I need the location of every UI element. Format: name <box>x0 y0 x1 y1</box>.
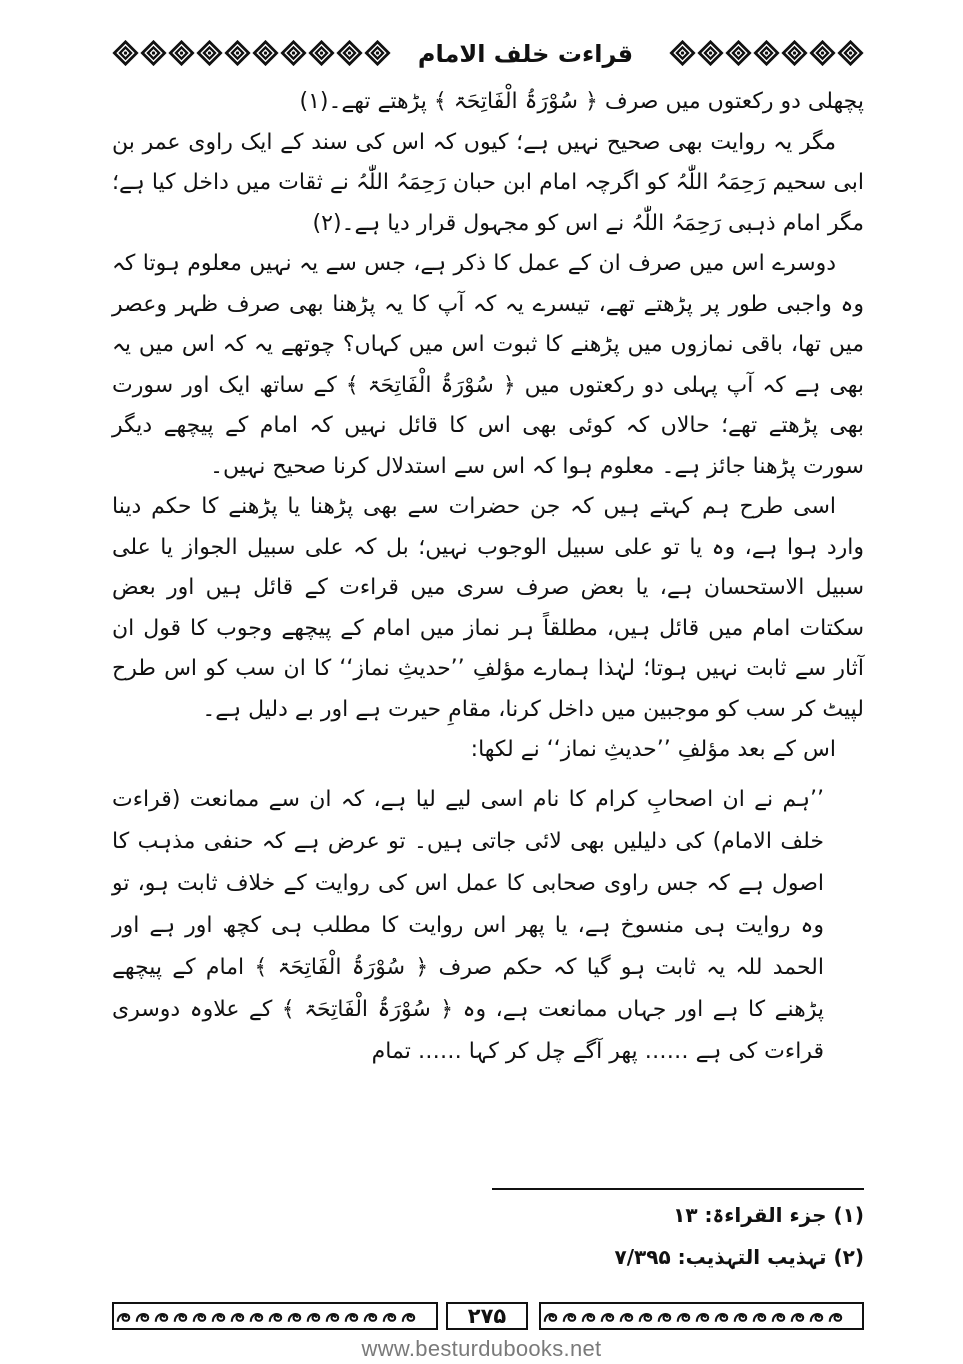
ornament-knot-icon <box>247 1306 266 1326</box>
paragraph-3: دوسرے اس میں صرف ان کے عمل کا ذکر ہے، جس سے یہ نہیں معلوم ہوتا کہ وہ واجبی طور پر پڑھتے تھے، تیسرے یہ کہ آپ کا یہ پڑھنا بھی صرف ظہر وعصر میں تھا، باقی نمازوں میں پڑھنے کا ثبوت اس میں کہاں؟ چوتھے یہ کہ اس میں یہ بھی ہے کہ آپ پہلی دو رکعتوں میں ﴿ سُوْرَۃُ الْفَاتِحَۃ ﴾ کے ساتھ ایک اور سورت بھی پڑھتے تھے؛ حالاں کہ کوئی بھی اس کا قائل نہیں کہ امام کے پیچھے دیگر سورت پڑھنا جائز ہے۔ معلوم ہوا کہ اس سے استدلال کرنا صحیح نہیں۔ <box>112 251 864 479</box>
ornament-knot-icon <box>769 1306 788 1326</box>
block-quote <box>112 779 824 1073</box>
ornament-knot-icon <box>541 1306 560 1326</box>
footer-ornament-right <box>539 1302 864 1330</box>
ornament-knot-icon <box>336 40 363 66</box>
ornament-knot-icon <box>190 1306 209 1326</box>
ornament-knot-icon <box>617 1306 636 1326</box>
paragraph-4: اسی طرح ہم کہتے ہیں کہ جن حضرات سے بھی پڑھنا یا پڑھنے کا حکم دینا وارد ہوا ہے، وہ یا تو علی سبیل الوجوب نہیں؛ بل کہ علی سبیل الجواز یا علی سبیل الاستحسان ہے، یا بعض صرف سری میں قراءت کے قائل ہیں اور بعض سکتات امام میں قائل ہیں، مطلقاً ہر نماز میں امام کے پیچھے وجوب کا قول ان آثار سے ثابت نہیں ہوتا؛ لہٰذا ہمارے مؤلفِ ’’حدیثِ نماز‘‘ کا ان سب کو اس طرح لپیٹ کر سب کو موجبین میں داخل کرنا، مقامِ حیرت ہے اور بے دلیل ہے۔ <box>112 494 864 722</box>
ornament-knot-icon <box>228 1306 247 1326</box>
running-title: قراءت خلف الامام <box>417 40 634 68</box>
ornament-knot-icon <box>266 1306 285 1326</box>
ornament-knot-icon <box>171 1306 190 1326</box>
ornament-knot-icon <box>361 1306 380 1326</box>
ornament-knot-icon <box>753 40 780 66</box>
ornament-knot-icon <box>224 40 251 66</box>
footnote-2: (۲) تہذیب التہذیب: ۷/۳۹۵ <box>614 1245 864 1269</box>
ornament-knot-icon <box>364 40 391 66</box>
ornament-knot-icon <box>323 1306 342 1326</box>
ornament-knot-icon <box>636 1306 655 1326</box>
ornament-knot-icon <box>252 40 279 66</box>
ornament-knot-icon <box>809 40 836 66</box>
ornament-knot-icon <box>114 1306 133 1326</box>
ornament-knot-icon <box>196 40 223 66</box>
ornament-knot-icon <box>342 1306 361 1326</box>
ornament-knot-icon <box>304 1306 323 1326</box>
ornament-knot-icon <box>788 1306 807 1326</box>
ornament-knot-icon <box>674 1306 693 1326</box>
ornament-knot-icon <box>697 40 724 66</box>
ornament-knot-icon <box>781 40 808 66</box>
ornament-knot-icon <box>750 1306 769 1326</box>
footnote-rule <box>492 1188 864 1190</box>
ornament-knot-icon <box>693 1306 712 1326</box>
ornament-knot-icon <box>112 40 139 66</box>
ornament-knot-icon <box>826 1306 845 1326</box>
ornament-knot-icon <box>133 1306 152 1326</box>
footer-ornament-left <box>112 1302 438 1330</box>
ornament-knot-icon <box>280 40 307 66</box>
site-watermark: www.besturdubooks.net <box>361 1336 602 1361</box>
ornament-knot-icon <box>380 1306 399 1326</box>
page-number: ۲۷۵ <box>446 1302 528 1330</box>
ornament-knot-icon <box>168 40 195 66</box>
ornament-knot-icon <box>837 40 864 66</box>
footnotes <box>112 1198 864 1282</box>
ornament-knot-icon <box>399 1306 418 1326</box>
ornament-knot-icon <box>285 1306 304 1326</box>
paragraph-2: مگر یہ روایت بھی صحیح نہیں ہے؛ کیوں کہ اس کی سند کے ایک راوی عمر بن ابی سحیم رَحِمَہُ اللّٰہُ کو اگرچہ امام ابن حبان رَحِمَہُ اللّٰہُ نے ثقات میں داخل کیا ہے؛ مگر امام ذہبی رَحِمَہُ اللّٰہُ نے اس کو مجہول قرار دیا ہے۔(۲) <box>112 129 864 236</box>
footnote-1: (۱) جزء القراءۃ: ۱۳ <box>673 1203 864 1227</box>
page-body <box>112 82 864 1073</box>
ornament-knot-icon <box>579 1306 598 1326</box>
paragraph-1: پچھلی دو رکعتوں میں صرف ﴿ سُوْرَۃُ الْفَاتِحَۃ ﴾ پڑھتے تھے۔(۱) <box>299 89 864 114</box>
ornament-knot-icon <box>209 1306 228 1326</box>
ornament-knot-icon <box>669 40 696 66</box>
ornament-knot-icon <box>140 40 167 66</box>
page-footer <box>112 1302 864 1332</box>
ornament-knot-icon <box>725 40 752 66</box>
page-header <box>112 36 864 72</box>
ornament-knot-icon <box>308 40 335 66</box>
paragraph-5: اس کے بعد مؤلفِ ’’حدیثِ نماز‘‘ نے لکھا: <box>470 737 836 762</box>
ornament-knot-icon <box>560 1306 579 1326</box>
ornament-knot-icon <box>152 1306 171 1326</box>
ornament-knot-icon <box>731 1306 750 1326</box>
quote-text: ’’ہم نے ان اصحابِ کرام کا نام اسی لیے لیا ہے، کہ ان سے ممانعت (قراءت خلف الامام) کی دلیلیں بھی لائی جاتی ہیں۔ تو عرض ہے کہ حنفی مذہب کا اصول ہے کہ جس راوی صحابی کا عمل اس کی روایت کے خلاف ثابت ہو، تو وہ روایت ہی منسوخ ہے، یا پھر اس روایت کا مطلب ہی کچھ اور ہے اور الحمد للہ یہ ثابت ہو گیا کہ حکم صرف ﴿ سُوْرَۃُ الْفَاتِحَۃ ﴾ امام کے پیچھے پڑھنے کا ہے اور جہاں ممانعت ہے، وہ ﴿ سُوْرَۃُ الْفَاتِحَۃ ﴾ کے علاوہ دوسری قراءت کی ہے …… پھر آگے چل کر کہا …… تمام <box>112 786 825 1064</box>
ornament-knot-icon <box>598 1306 617 1326</box>
header-ornament-left <box>112 38 392 68</box>
ornament-knot-icon <box>807 1306 826 1326</box>
header-ornament-right <box>659 38 864 68</box>
ornament-knot-icon <box>712 1306 731 1326</box>
ornament-knot-icon <box>655 1306 674 1326</box>
